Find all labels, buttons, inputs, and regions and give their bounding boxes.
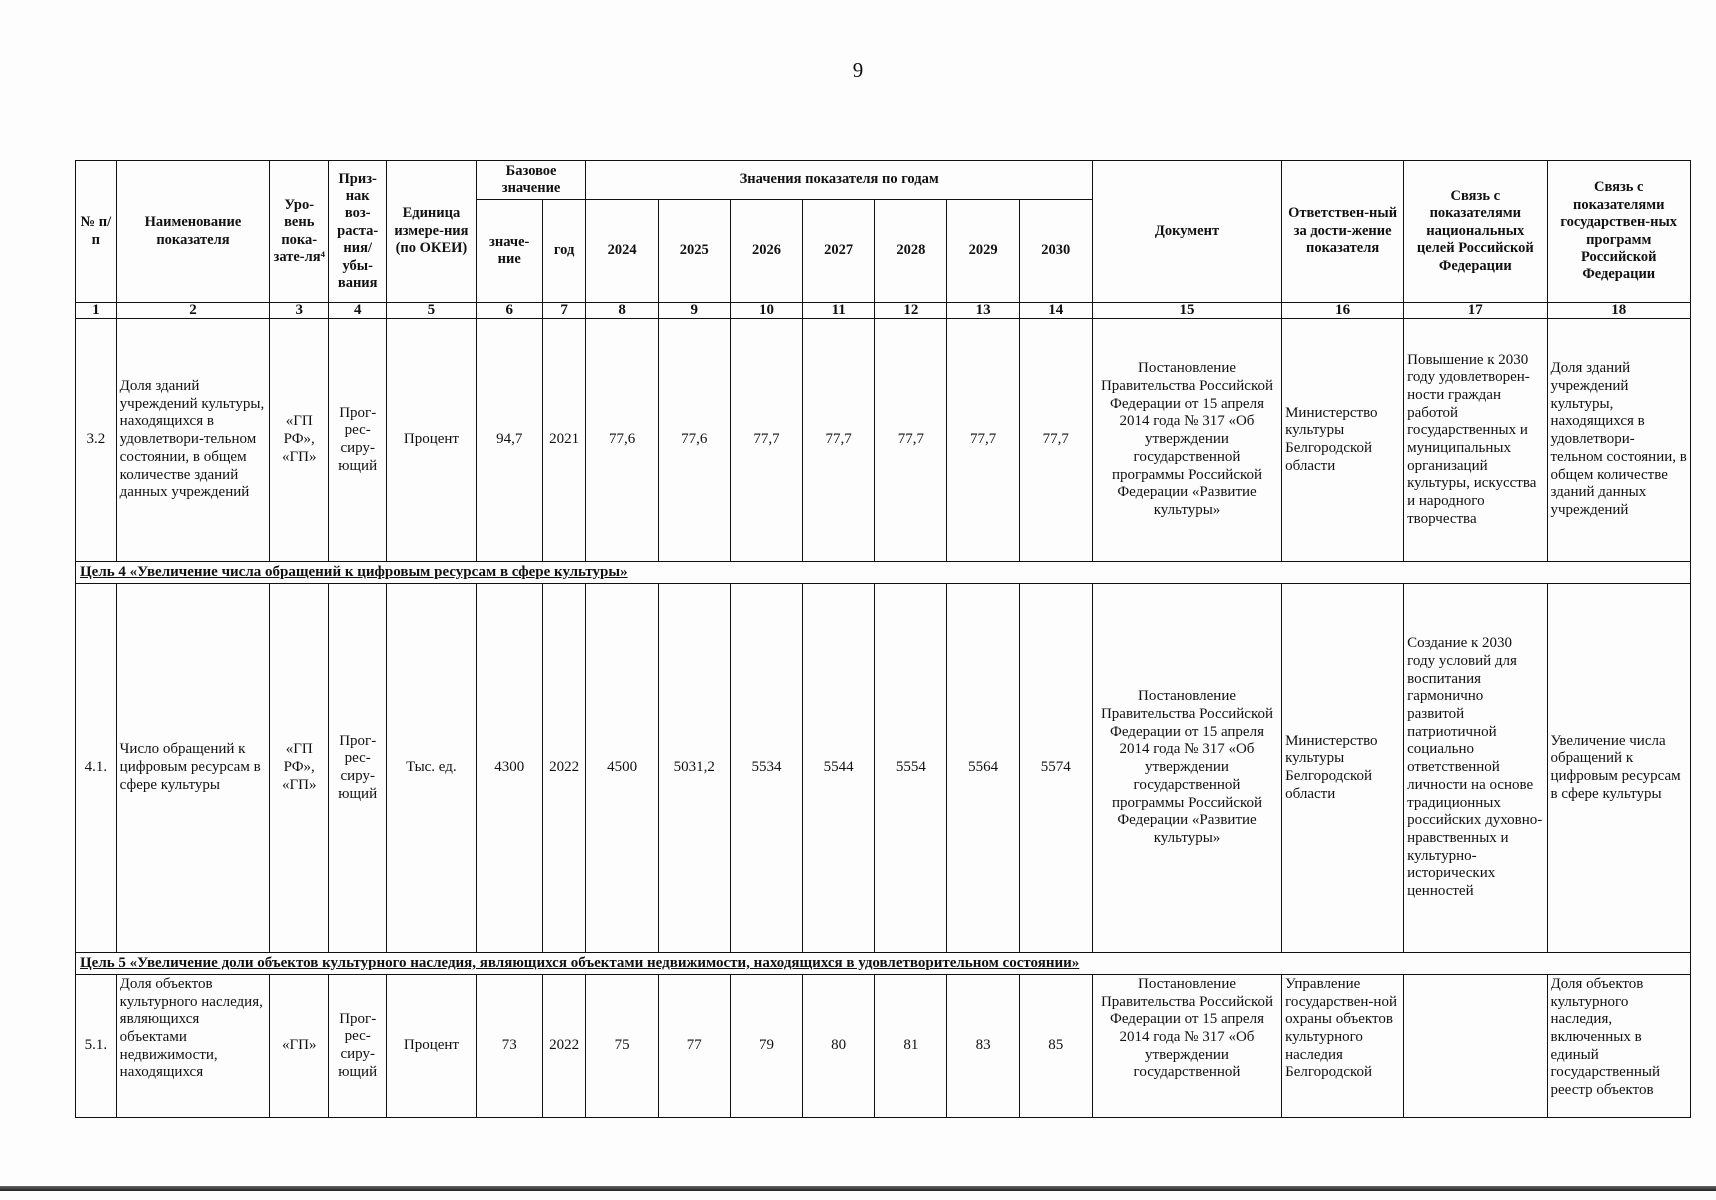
table-row: [76, 975, 1691, 1118]
table-row: [76, 584, 1691, 953]
column-number: 8: [586, 303, 658, 319]
year-value: 5574: [1019, 584, 1092, 953]
state-program-link: Доля зданий учреждений культуры, находящихся в удовлетвори-тельном состоянии, в общем количестве зданий данных учреждений: [1547, 319, 1691, 562]
goal-row: [76, 562, 1691, 584]
year-value: 77,7: [1019, 319, 1092, 562]
indicator-level: «ГП»: [270, 975, 329, 1118]
header-year: 2026: [730, 200, 802, 303]
year-value: 77,7: [875, 319, 947, 562]
year-value: 77: [658, 975, 730, 1118]
year-value: 77,7: [803, 319, 875, 562]
column-number: 14: [1019, 303, 1092, 319]
year-value: 77,6: [658, 319, 730, 562]
indicator-name: Доля зданий учреждений культуры, находящихся в удовлетвори-тельном состоянии, в общем количестве зданий данных учреждений: [116, 319, 270, 562]
base-value: 4300: [476, 584, 542, 953]
year-value: 77,6: [586, 319, 658, 562]
responsible: Министерство культуры Белгородской области: [1282, 584, 1404, 953]
column-number: 15: [1092, 303, 1281, 319]
year-value: 5031,2: [658, 584, 730, 953]
unit: Процент: [387, 319, 476, 562]
header-base-value: значе-ние: [476, 200, 542, 303]
column-number: 16: [1282, 303, 1404, 319]
header-year: 2025: [658, 200, 730, 303]
base-value: 73: [476, 975, 542, 1118]
year-value: 5564: [947, 584, 1019, 953]
column-number: 4: [329, 303, 387, 319]
header-year: 2030: [1019, 200, 1092, 303]
base-year: 2021: [542, 319, 586, 562]
header-year: 2027: [803, 200, 875, 303]
header-responsible: Ответствен-ный за дости-жение показателя: [1282, 161, 1404, 303]
header-row-top: [76, 161, 1691, 200]
column-number-row: [76, 303, 1691, 319]
year-value: 4500: [586, 584, 658, 953]
column-number: 18: [1547, 303, 1691, 319]
column-number: 17: [1404, 303, 1547, 319]
national-goal-link: Повышение к 2030 году удовлетворен-ности граждан работой государственных и муниципальных организаций культуры, искусства и народного творчества: [1404, 319, 1547, 562]
indicator-level: «ГП РФ», «ГП»: [270, 584, 329, 953]
document: Постановление Правительства Российской Федерации от 15 апреля 2014 года № 317 «Об утверждении государственной программы Российской Федерации «Развитие культуры»: [1092, 319, 1281, 562]
header-num: № п/п: [76, 161, 117, 303]
document-text: Постановление Правительства Российской Федерации от 15 апреля 2014 года № 317 «Об утверждении государственной: [1100, 976, 1274, 1081]
year-value: 80: [803, 975, 875, 1118]
goal-title: Цель 5 «Увеличение доли объектов культурного наследия, являющихся объектами недвижимости, находящихся в удовлетворительном состоянии»: [76, 953, 1691, 975]
column-number: 11: [803, 303, 875, 319]
header-national-goals: Связь с показателями национальных целей Российской Федерации: [1404, 161, 1547, 303]
document: Постановление Правительства Российской Федерации от 15 апреля 2014 года № 317 «Об утверждении государственной программы Российской Федерации «Развитие культуры»: [1092, 584, 1281, 953]
header-unit: Единица измере-ния (по ОКЕИ): [387, 161, 476, 303]
document: [1092, 975, 1281, 1118]
header-base-year: год: [542, 200, 586, 303]
base-value: 94,7: [476, 319, 542, 562]
indicator-level: «ГП РФ», «ГП»: [270, 319, 329, 562]
column-number: 9: [658, 303, 730, 319]
year-value: 5544: [803, 584, 875, 953]
column-number: 13: [947, 303, 1019, 319]
page-number: 9: [852, 58, 864, 82]
row-num: 5.1.: [76, 975, 117, 1118]
state-program-link-text: Доля объектов культурного наследия, включенных в единый государственный реестр объектов: [1550, 976, 1660, 1099]
year-value: 81: [875, 975, 947, 1118]
header-year: 2028: [875, 200, 947, 303]
trend-sign: Прог-рес-сиру-ющий: [329, 584, 387, 953]
base-year: 2022: [542, 584, 586, 953]
column-number: 7: [542, 303, 586, 319]
header-sign: Приз-нак воз-раста-ния/ убы-вания: [329, 161, 387, 303]
indicator-name-text: Доля объектов культурного наследия, являющихся объектами недвижимости, находящихся: [119, 976, 263, 1081]
responsible: Министерство культуры Белгородской области: [1282, 319, 1404, 562]
header-level: Уро-вень пока-зате-ля⁴: [270, 161, 329, 303]
national-goal-link: [1404, 975, 1547, 1118]
trend-sign: Прог-рес-сиру-ющий: [329, 975, 387, 1118]
row-num: 3.2: [76, 319, 117, 562]
header-year: 2029: [947, 200, 1019, 303]
column-number: 1: [76, 303, 117, 319]
year-value: 79: [730, 975, 802, 1118]
year-value: 85: [1019, 975, 1092, 1118]
year-value: 77,7: [947, 319, 1019, 562]
trend-sign: Прог-рес-сиру-ющий: [329, 319, 387, 562]
row-num: 4.1.: [76, 584, 117, 953]
year-value: 77,7: [730, 319, 802, 562]
column-number: 3: [270, 303, 329, 319]
year-value: 5534: [730, 584, 802, 953]
indicators-table: [75, 160, 1691, 1118]
column-number: 5: [387, 303, 476, 319]
unit: Тыс. ед.: [387, 584, 476, 953]
responsible-text: Управление государствен-ной охраны объектов культурного наследия Белгородской: [1285, 976, 1397, 1081]
year-value: 5554: [875, 584, 947, 953]
header-values-by-year: Значения показателя по годам: [586, 161, 1092, 200]
header-base: Базовое значение: [476, 161, 586, 200]
scan-edge-line: [0, 1186, 1716, 1191]
national-goal-link: Создание к 2030 году условий для воспитания гармонично развитой патриотичной социально ответственной личности на основе традиционных российских духовно-нравственных и культурно-исторических ценностей: [1404, 584, 1547, 953]
year-value: 75: [586, 975, 658, 1118]
header-document: Документ: [1092, 161, 1281, 303]
state-program-link: Увеличение числа обращений к цифровым ресурсам в сфере культуры: [1547, 584, 1691, 953]
header-year: 2024: [586, 200, 658, 303]
goal-row: [76, 953, 1691, 975]
column-number: 2: [116, 303, 270, 319]
column-number: 10: [730, 303, 802, 319]
column-number: 6: [476, 303, 542, 319]
column-number: 12: [875, 303, 947, 319]
header-state-programs: Связь с показателями государствен-ных программ Российской Федерации: [1547, 161, 1691, 303]
year-value: 83: [947, 975, 1019, 1118]
state-program-link: [1547, 975, 1691, 1118]
indicator-name: [116, 975, 270, 1118]
indicator-name: Число обращений к цифровым ресурсам в сфере культуры: [116, 584, 270, 953]
table-row: [76, 319, 1691, 562]
responsible: [1282, 975, 1404, 1118]
goal-title: Цель 4 «Увеличение числа обращений к цифровым ресурсам в сфере культуры»: [76, 562, 1691, 584]
unit: Процент: [387, 975, 476, 1118]
base-year: 2022: [542, 975, 586, 1118]
header-name: Наименование показателя: [116, 161, 270, 303]
